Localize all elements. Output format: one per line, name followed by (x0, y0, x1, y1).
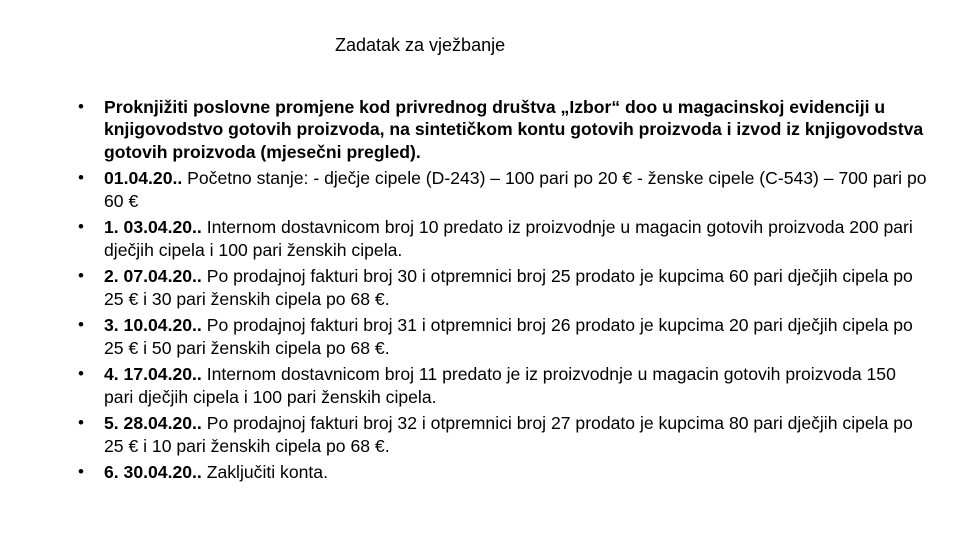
item-bold-text: 4. 17.04.20.. (104, 364, 202, 385)
item-text: Internom dostavnicom broj 11 predato je iz proizvodnje u magacin gotovih proizvoda 150 pari dječjih cipela i 100 pari ženskih cipela. (104, 364, 896, 407)
item-bold-text: 1. 03.04.20.. (104, 217, 202, 238)
list-item (78, 314, 928, 359)
list-item (78, 96, 928, 163)
slide-title: Zadatak za vježbanje (335, 35, 506, 55)
item-text: Po prodajnoj fakturi broj 31 i otpremnici broj 26 prodato je kupcima 20 pari dječjih cipela po 25 € i 50 pari ženskih cipela po 68 €. (104, 315, 913, 358)
item-text: Internom dostavnicom broj 10 predato iz proizvodnje u magacin gotovih proizvoda 200 pari dječjih cipela i 100 pari ženskih cipela. (104, 217, 913, 260)
item-bold-text: Proknjižiti poslovne promjene kod privrednog društva „Izbor“ doo u magacinskoj evidenciji u knjigovodstvo gotovih proizvoda, na sintetičkom kontu gotovih proizvoda i izvod iz knjigovodstva gotovih proizvoda (mjesečni pregled). (104, 97, 924, 162)
item-bold-text: 01.04.20.. (104, 168, 183, 189)
list-item (78, 363, 928, 408)
bullet-icon: • (78, 97, 84, 116)
item-text: Po prodajnoj fakturi broj 30 i otpremnici broj 25 prodato je kupcima 60 pari dječjih cipela po 25 € i 30 pari ženskih cipela po 68 €. (104, 266, 913, 309)
item-bold-text: 6. 30.04.20.. (104, 462, 202, 483)
bullet-icon: • (78, 462, 84, 482)
bullet-icon: • (78, 413, 84, 433)
list-item (78, 265, 928, 310)
bullet-icon: • (78, 266, 84, 286)
item-bold-text: 5. 28.04.20.. (104, 413, 202, 434)
item-text: Po prodajnoj fakturi broj 32 i otpremnici broj 27 prodato je kupcima 80 pari dječjih cipela po 25 € i 10 pari ženskih cipela po 68 €. (104, 413, 913, 456)
bullet-icon: • (78, 168, 84, 188)
list-item (78, 216, 928, 261)
task-list (78, 96, 928, 488)
item-bold-text: 3. 10.04.20.. (104, 315, 202, 336)
list-item (78, 167, 928, 212)
item-bold-text: 2. 07.04.20.. (104, 266, 202, 287)
bullet-icon: • (78, 217, 84, 237)
bullet-icon: • (78, 315, 84, 335)
list-item (78, 412, 928, 457)
item-text: Početno stanje: - dječje cipele (D-243) – 100 pari po 20 € - ženske cipele (C-543) – 700 pari po 60 € (104, 168, 927, 211)
item-text: Zaključiti konta. (201, 462, 328, 483)
list-item (78, 461, 928, 483)
bullet-icon: • (78, 364, 84, 384)
